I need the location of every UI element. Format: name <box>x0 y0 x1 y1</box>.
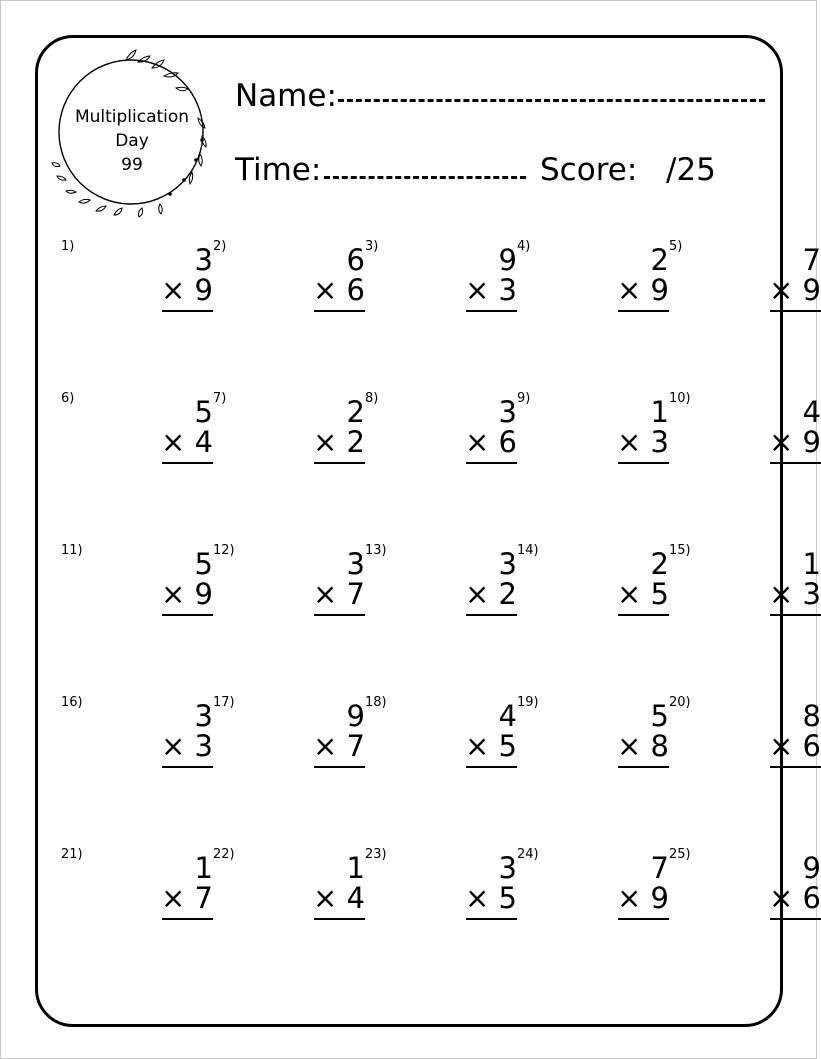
multiplier-row <box>617 882 669 914</box>
answer-line <box>314 918 365 920</box>
multiplier: 9 <box>650 881 669 915</box>
times-sign: × <box>617 425 642 459</box>
multiplicand: 3 <box>346 547 365 581</box>
multiplicand: 1 <box>650 395 669 429</box>
problem-17 <box>213 696 365 786</box>
answer-line <box>618 766 669 768</box>
multiplier-row <box>161 426 213 458</box>
times-sign: × <box>769 881 794 915</box>
multiplier: 9 <box>802 425 821 459</box>
answer-line <box>770 766 821 768</box>
multiplier: 8 <box>650 729 669 763</box>
wreath-badge <box>52 48 222 218</box>
answer-line <box>162 918 213 920</box>
multiplier-row <box>313 882 365 914</box>
multiplier: 9 <box>650 273 669 307</box>
multiplier: 9 <box>194 273 213 307</box>
times-sign: × <box>617 577 642 611</box>
times-sign: × <box>313 425 338 459</box>
problem-number: 7) <box>213 391 227 406</box>
multiplier: 4 <box>194 425 213 459</box>
times-sign: × <box>161 729 186 763</box>
times-sign: × <box>617 729 642 763</box>
problem-number: 8) <box>365 391 379 406</box>
answer-line <box>466 310 517 312</box>
multiplier: 6 <box>346 273 365 307</box>
problem-number: 2) <box>213 239 227 254</box>
multiplier-row <box>465 274 517 306</box>
score-label: Score: <box>540 152 638 188</box>
problem-5 <box>669 240 821 330</box>
time-blank <box>324 176 526 179</box>
problem-number: 19) <box>517 695 539 710</box>
times-sign: × <box>769 577 794 611</box>
multiplicand: 2 <box>346 395 365 429</box>
problem-4 <box>517 240 669 330</box>
multiplier: 3 <box>802 577 821 611</box>
answer-line <box>314 462 365 464</box>
times-sign: × <box>313 273 338 307</box>
multiplicand: 7 <box>802 243 821 277</box>
multiplier-row <box>313 578 365 610</box>
multiplier: 3 <box>194 729 213 763</box>
problem-number: 4) <box>517 239 531 254</box>
multiplier-row <box>769 578 821 610</box>
multiplier: 7 <box>194 881 213 915</box>
answer-line <box>770 918 821 920</box>
multiplicand: 9 <box>802 851 821 885</box>
problem-number: 14) <box>517 543 539 558</box>
problem-number: 12) <box>213 543 235 558</box>
times-sign: × <box>617 273 642 307</box>
answer-line <box>466 766 517 768</box>
multiplier: 4 <box>346 881 365 915</box>
times-sign: × <box>769 273 794 307</box>
answer-line <box>314 614 365 616</box>
answer-line <box>770 310 821 312</box>
name-label: Name: <box>235 78 337 114</box>
multiplier-row <box>161 882 213 914</box>
multiplier: 3 <box>650 425 669 459</box>
problem-7 <box>213 392 365 482</box>
multiplicand: 3 <box>498 851 517 885</box>
problem-1 <box>61 240 213 330</box>
multiplicand: 2 <box>650 547 669 581</box>
multiplicand: 3 <box>194 243 213 277</box>
problem-3 <box>365 240 517 330</box>
times-sign: × <box>313 729 338 763</box>
time-label: Time: <box>235 152 322 188</box>
multiplier-row <box>769 274 821 306</box>
answer-line <box>162 766 213 768</box>
problem-23 <box>365 848 517 938</box>
multiplier-row <box>617 730 669 762</box>
multiplier: 3 <box>498 273 517 307</box>
problem-number: 20) <box>669 695 691 710</box>
times-sign: × <box>161 273 186 307</box>
multiplier: 6 <box>802 881 821 915</box>
times-sign: × <box>313 577 338 611</box>
problem-number: 16) <box>61 695 83 710</box>
name-blank <box>338 99 765 102</box>
problem-number: 9) <box>517 391 531 406</box>
problem-number: 15) <box>669 543 691 558</box>
multiplicand: 3 <box>194 699 213 733</box>
times-sign: × <box>313 881 338 915</box>
multiplier-row <box>617 578 669 610</box>
multiplier-row <box>769 882 821 914</box>
problem-11 <box>61 544 213 634</box>
problem-24 <box>517 848 669 938</box>
badge-subtitle: Day <box>115 131 149 151</box>
problem-12 <box>213 544 365 634</box>
problem-9 <box>517 392 669 482</box>
multiplier-row <box>465 730 517 762</box>
answer-line <box>770 462 821 464</box>
problem-number: 17) <box>213 695 235 710</box>
problem-21 <box>61 848 213 938</box>
problem-number: 11) <box>61 543 83 558</box>
problem-15 <box>669 544 821 634</box>
problem-10 <box>669 392 821 482</box>
times-sign: × <box>465 425 490 459</box>
multiplicand: 1 <box>802 547 821 581</box>
multiplicand: 5 <box>194 547 213 581</box>
multiplicand: 3 <box>498 395 517 429</box>
multiplier-row <box>465 426 517 458</box>
multiplicand: 3 <box>498 547 517 581</box>
multiplier-row <box>313 426 365 458</box>
problem-number: 3) <box>365 239 379 254</box>
problem-2 <box>213 240 365 330</box>
problem-number: 18) <box>365 695 387 710</box>
answer-line <box>466 614 517 616</box>
badge-title: Multiplication <box>74 107 190 127</box>
problem-22 <box>213 848 365 938</box>
multiplier: 7 <box>346 729 365 763</box>
problem-6 <box>61 392 213 482</box>
answer-line <box>618 462 669 464</box>
problem-18 <box>365 696 517 786</box>
answer-line <box>618 310 669 312</box>
multiplicand: 1 <box>194 851 213 885</box>
multiplier-row <box>769 426 821 458</box>
answer-line <box>314 766 365 768</box>
problem-14 <box>517 544 669 634</box>
multiplicand: 1 <box>346 851 365 885</box>
problem-number: 13) <box>365 543 387 558</box>
problem-number: 1) <box>61 239 75 254</box>
multiplier: 9 <box>194 577 213 611</box>
answer-line <box>314 310 365 312</box>
multiplier: 2 <box>498 577 517 611</box>
score-total: /25 <box>666 152 716 188</box>
multiplier-row <box>465 882 517 914</box>
multiplier: 6 <box>498 425 517 459</box>
multiplicand: 5 <box>650 699 669 733</box>
problem-13 <box>365 544 517 634</box>
multiplier-row <box>617 426 669 458</box>
multiplier: 7 <box>346 577 365 611</box>
multiplicand: 9 <box>346 699 365 733</box>
times-sign: × <box>769 425 794 459</box>
multiplier-row <box>769 730 821 762</box>
multiplier: 5 <box>498 881 517 915</box>
times-sign: × <box>161 425 186 459</box>
problem-number: 10) <box>669 391 691 406</box>
times-sign: × <box>465 273 490 307</box>
problem-number: 22) <box>213 847 235 862</box>
problem-number: 6) <box>61 391 75 406</box>
multiplier-row <box>161 578 213 610</box>
times-sign: × <box>465 577 490 611</box>
problem-number: 25) <box>669 847 691 862</box>
multiplier-row <box>313 730 365 762</box>
times-sign: × <box>617 881 642 915</box>
multiplier-row <box>617 274 669 306</box>
multiplier-row <box>465 578 517 610</box>
badge-number: 99 <box>121 155 143 175</box>
multiplier: 9 <box>802 273 821 307</box>
multiplier: 2 <box>346 425 365 459</box>
multiplier: 5 <box>650 577 669 611</box>
answer-line <box>466 462 517 464</box>
problem-number: 23) <box>365 847 387 862</box>
answer-line <box>770 614 821 616</box>
times-sign: × <box>465 881 490 915</box>
multiplier-row <box>161 730 213 762</box>
times-sign: × <box>465 729 490 763</box>
multiplier-row <box>313 274 365 306</box>
problem-number: 24) <box>517 847 539 862</box>
answer-line <box>618 918 669 920</box>
answer-line <box>162 462 213 464</box>
times-sign: × <box>769 729 794 763</box>
answer-line <box>618 614 669 616</box>
multiplier: 6 <box>802 729 821 763</box>
times-sign: × <box>161 881 186 915</box>
problem-number: 21) <box>61 847 83 862</box>
problem-19 <box>517 696 669 786</box>
problem-number: 5) <box>669 239 683 254</box>
problem-25 <box>669 848 821 938</box>
answer-line <box>466 918 517 920</box>
answer-line <box>162 614 213 616</box>
multiplicand: 9 <box>498 243 517 277</box>
problem-8 <box>365 392 517 482</box>
multiplicand: 8 <box>802 699 821 733</box>
answer-line <box>162 310 213 312</box>
multiplicand: 7 <box>650 851 669 885</box>
problem-16 <box>61 696 213 786</box>
multiplier-row <box>161 274 213 306</box>
multiplicand: 6 <box>346 243 365 277</box>
multiplicand: 5 <box>194 395 213 429</box>
times-sign: × <box>161 577 186 611</box>
problem-20 <box>669 696 821 786</box>
multiplicand: 4 <box>802 395 821 429</box>
multiplier: 5 <box>498 729 517 763</box>
multiplicand: 4 <box>498 699 517 733</box>
multiplicand: 2 <box>650 243 669 277</box>
